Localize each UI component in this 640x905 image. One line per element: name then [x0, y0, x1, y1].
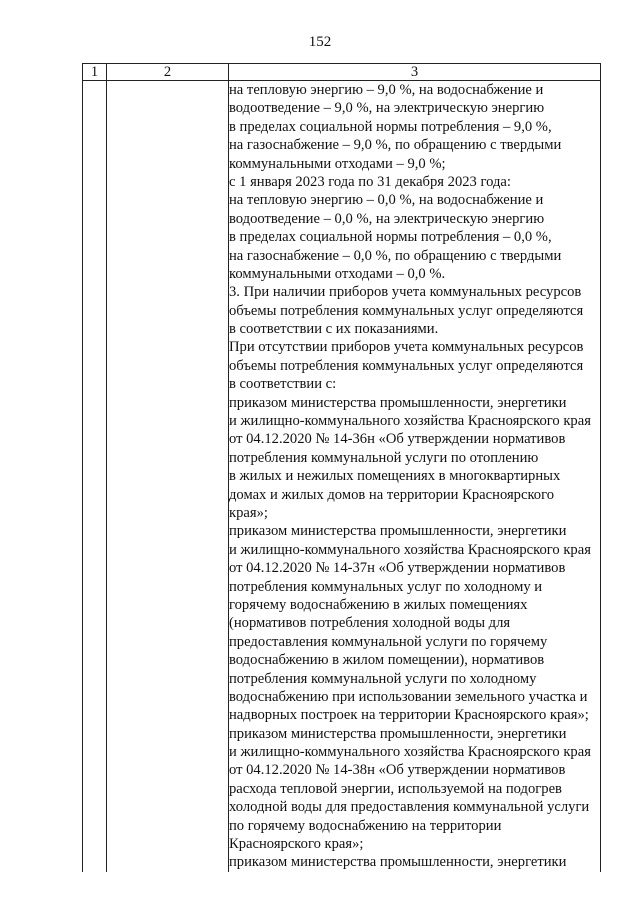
text-line: края»;	[229, 504, 268, 521]
text-line: приказом министерства промышленности, энергетики	[229, 854, 567, 871]
text-line: на тепловую энергию – 0,0 %, на водоснабжение и	[229, 192, 544, 209]
text-line: приказом министерства промышленности, энергетики	[229, 394, 567, 411]
column-3-cell	[229, 81, 601, 872]
text-line: приказом министерства промышленности, энергетики	[229, 725, 567, 742]
text-line: потребления коммунальной услуги по отоплению	[229, 449, 539, 466]
text-line: от 04.12.2020 № 14-37н «Об утверждении нормативов	[229, 560, 566, 577]
text-line: и жилищно-коммунального хозяйства Красноярского края	[229, 413, 591, 430]
text-line: от 04.12.2020 № 14-36н «Об утверждении нормативов	[229, 431, 566, 448]
text-line: потребления коммунальной услуги по холодному	[229, 670, 537, 687]
text-line: на газоснабжение – 0,0 %, по обращению с твердыми	[229, 247, 562, 264]
text-line: коммунальными отходами – 0,0 %.	[229, 265, 446, 282]
text-line: домах и жилых домов на территории Красноярского	[229, 486, 555, 503]
text-line: водоснабжению в жилом помещении), нормативов	[229, 652, 545, 669]
text-line: объемы потребления коммунальных услуг определяются	[229, 357, 584, 374]
text-line: объемы потребления коммунальных услуг определяются	[229, 302, 584, 319]
text-line: в соответствии с:	[229, 376, 337, 393]
text-line: холодной воды для предоставления коммунальной услуги	[229, 799, 590, 816]
content-table	[82, 63, 601, 872]
column-1-cell	[83, 81, 107, 872]
table-header-row	[83, 64, 601, 81]
text-line: (нормативов потребления холодной воды для	[229, 615, 511, 632]
text-line: по горячему водоснабжению на территории	[229, 817, 502, 834]
column-header-3: 3	[229, 64, 601, 81]
text-line: от 04.12.2020 № 14-38н «Об утверждении нормативов	[229, 762, 566, 779]
text-line: в жилых и нежилых помещениях в многоквартирных	[229, 468, 561, 485]
table-row	[83, 81, 601, 872]
text-line: предоставления коммунальной услуги по горячему	[229, 633, 548, 650]
text-line: При отсутствии приборов учета коммунальных ресурсов	[229, 339, 584, 356]
text-line: приказом министерства промышленности, энергетики	[229, 523, 567, 540]
text-line: Красноярского края»;	[229, 836, 364, 853]
text-line: потребления коммунальных услуг по холодному и	[229, 578, 543, 595]
text-line: в пределах социальной нормы потребления – 9,0 %,	[229, 118, 552, 135]
text-line: на газоснабжение – 9,0 %, по обращению с твердыми	[229, 137, 562, 154]
text-line: водоотведение – 0,0 %, на электрическую энергию	[229, 210, 545, 227]
column-header-1: 1	[83, 64, 107, 81]
column-2-cell	[107, 81, 229, 872]
text-line: и жилищно-коммунального хозяйства Красноярского края	[229, 541, 591, 558]
text-line: горячему водоснабжению в жилых помещениях	[229, 596, 528, 613]
column-header-2: 2	[107, 64, 229, 81]
text-line: в пределах социальной нормы потребления – 0,0 %,	[229, 229, 552, 246]
text-line: водоснабжению при использовании земельного участка и	[229, 688, 588, 705]
text-line: 3. При наличии приборов учета коммунальных ресурсов	[229, 284, 582, 301]
text-line: с 1 января 2023 года по 31 декабря 2023 года:	[229, 173, 511, 190]
text-line: и жилищно-коммунального хозяйства Красноярского края	[229, 744, 591, 761]
text-line: на тепловую энергию – 9,0 %, на водоснабжение и	[229, 82, 544, 98]
text-line: в соответствии с их показаниями.	[229, 321, 439, 338]
page-number: 152	[308, 34, 332, 50]
text-line: расхода тепловой энергии, используемой на подогрев	[229, 780, 562, 797]
text-line: надворных построек на территории Красноярского края»;	[229, 707, 589, 724]
text-line: коммунальными отходами – 9,0 %;	[229, 155, 446, 172]
text-line: водоотведение – 9,0 %, на электрическую энергию	[229, 100, 545, 117]
